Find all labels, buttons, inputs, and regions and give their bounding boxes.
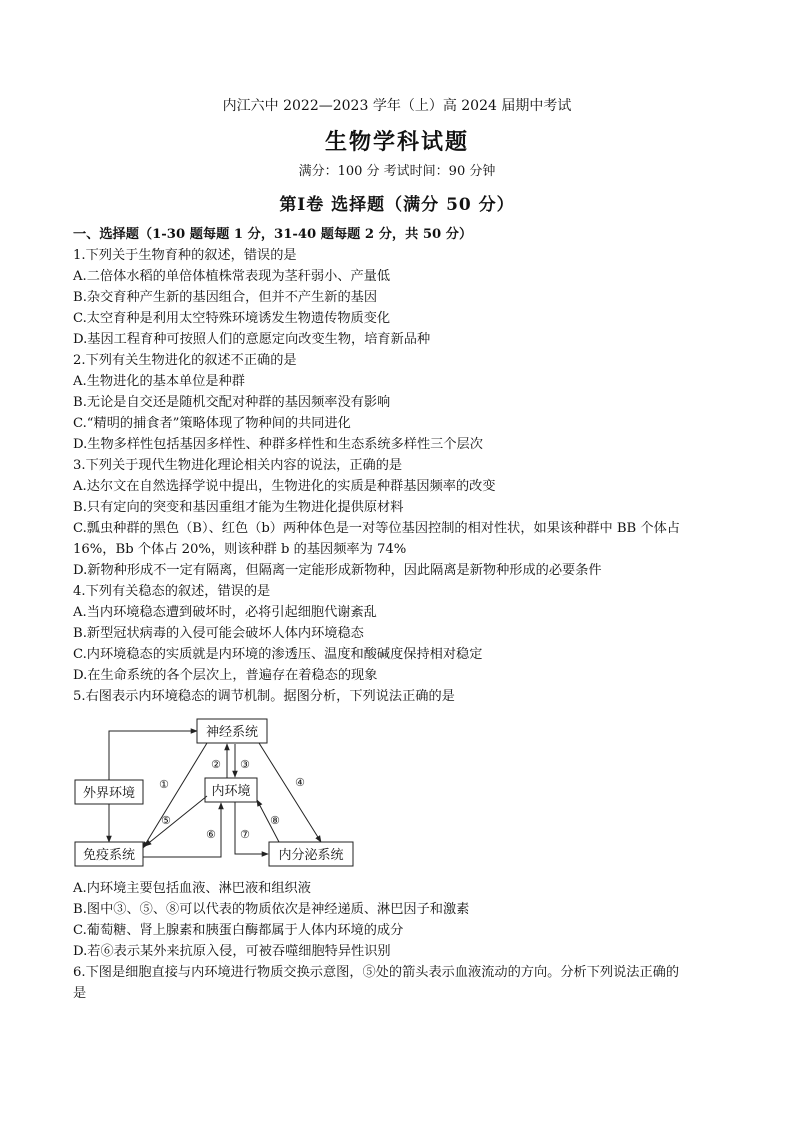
option-line: C.瓢虫种群的黑色（B）、红色（b）两种体色是一对等位基因控制的相对性状，如果该种群中 BB 个体占 (73, 521, 680, 536)
school-exam-title: 内江六中 2022—2023 学年（上）高 2024 届期中考试 (222, 98, 572, 114)
section-heading: 一、选择题（1-30 题每题 1 分，31-40 题每题 2 分，共 50 分） (73, 227, 473, 242)
option-line: C.“精明的捕食者”策略体现了物种间的共同进化 (73, 416, 351, 431)
endocrine-system-label: 内分泌系统 (278, 848, 344, 863)
internal-environment-label: 内环境 (211, 784, 251, 799)
arrow-external-to-nervous (109, 731, 197, 780)
question-line: 2.下列有关生物进化的叙述不正确的是 (73, 353, 297, 368)
subject-title: 生物学科试题 (324, 129, 469, 155)
label-2: ② (211, 758, 221, 771)
option-line: B.只有定向的突变和基因重组才能为生物进化提供原材料 (73, 500, 404, 515)
label-4: ④ (295, 776, 305, 789)
immune-system-label: 免疫系统 (82, 848, 136, 863)
arrow-1 (143, 743, 207, 848)
question-line: 1.下列关于生物育种的叙述，错误的是 (73, 248, 297, 263)
option-line: C.内环境稳态的实质就是内环境的渗透压、温度和酸碱度保持相对稳定 (73, 647, 483, 662)
option-line: D.基因工程育种可按照人们的意愿定向改变生物，培育新品种 (73, 332, 431, 347)
arrow-4 (259, 743, 321, 842)
option-line: A.生物进化的基本单位是种群 (73, 374, 245, 389)
label-1: ① (159, 778, 169, 791)
option-line: A.二倍体水稻的单倍体植株常表现为茎秆弱小、产量低 (73, 269, 391, 284)
questions-top (73, 224, 733, 707)
external-environment-label: 外界环境 (82, 786, 136, 801)
option-line: A.达尔文在自然选择学说中提出，生物进化的实质是种群基因频率的改变 (73, 479, 496, 494)
label-3: ③ (240, 758, 250, 771)
question-line: 3.下列关于现代生物进化理论相关内容的说法，正确的是 (73, 458, 403, 473)
option-line: D.生物多样性包括基因多样性、种群多样性和生态系统多样性三个层次 (73, 437, 483, 452)
label-5: ⑤ (161, 814, 171, 827)
score-time-line: 满分：100 分 考试时间：90 分钟 (298, 164, 496, 179)
option-line: B.杂交育种产生新的基因组合，但并不产生新的基因 (73, 290, 378, 305)
option-line: D.在生命系统的各个层次上，普遍存在着稳态的现象 (73, 668, 378, 683)
question-line-cont: 是 (73, 986, 87, 1001)
option-line: D.新物种形成不一定有隔离，但隔离一定能形成新物种，因此隔离是新物种形成的必要条件 (73, 563, 602, 578)
option-line: D.若⑥表示某外来抗原入侵，可被吞噬细胞特异性识别 (73, 944, 391, 959)
option-line: A.当内环境稳态遭到破坏时，必将引起细胞代谢紊乱 (73, 605, 377, 620)
label-8: ⑧ (270, 814, 280, 827)
option-line: B.无论是自交还是随机交配对种群的基因频率没有影响 (73, 395, 391, 410)
nervous-system-label: 神经系统 (205, 725, 259, 740)
homeostasis-diagram (73, 714, 363, 874)
option-line: B.图中③、⑤、⑧可以代表的物质依次是神经递质、淋巴因子和激素 (73, 902, 470, 917)
option-line: 16%，Bb 个体占 20%，则该种群 b 的基因频率为 74% (73, 542, 407, 557)
label-6: ⑥ (206, 828, 216, 841)
option-line: B.新型冠状病毒的入侵可能会破坏人体内环境稳态 (73, 626, 364, 641)
question-line: 5.右图表示内环境稳态的调节机制。据图分析，下列说法正确的是 (73, 689, 455, 704)
question-line: 6.下图是细胞直接与内环境进行物质交换示意图，⑤处的箭头表示血液流动的方向。分析下列说法正确的 (73, 965, 680, 980)
option-line: A.内环境主要包括血液、淋巴液和组织液 (73, 881, 311, 896)
option-line: C.太空育种是利用太空特殊环境诱发生物遗传物质变化 (73, 311, 391, 326)
option-line: C.葡萄糖、肾上腺素和胰蛋白酶都属于人体内环境的成分 (73, 923, 404, 938)
question-line: 4.下列有关稳态的叙述，错误的是 (73, 584, 271, 599)
part-title: 第Ⅰ卷 选择题（满分 50 分） (279, 195, 515, 215)
questions-bottom (73, 878, 733, 1004)
arrow-5 (145, 796, 207, 846)
label-7: ⑦ (240, 828, 250, 841)
